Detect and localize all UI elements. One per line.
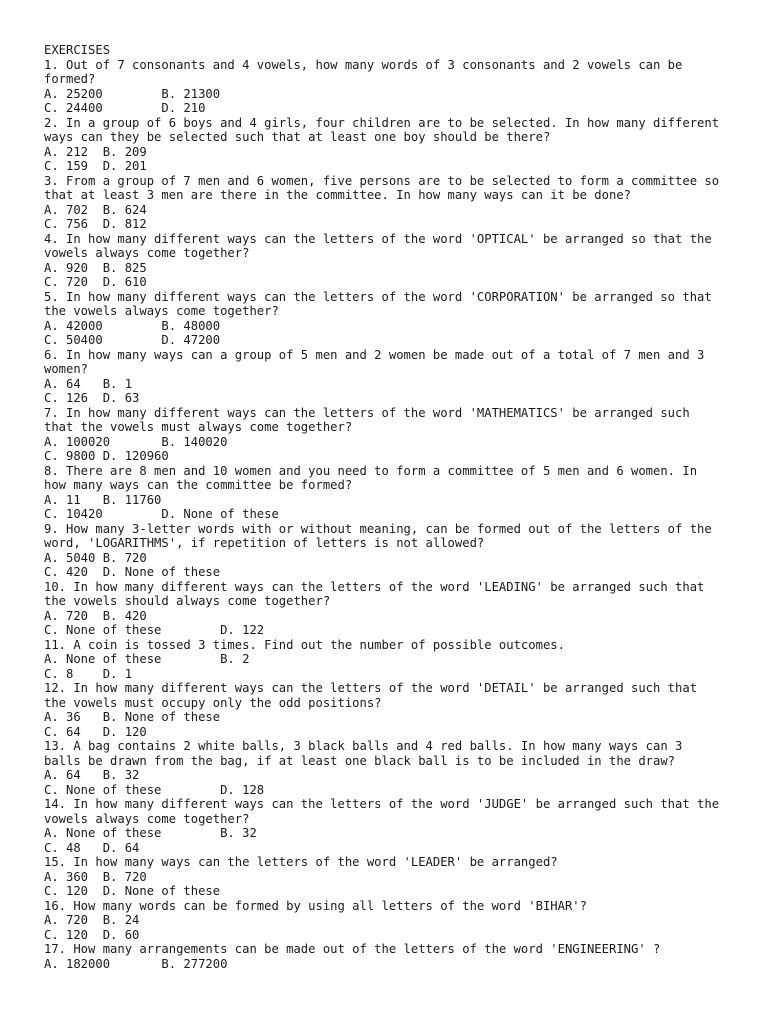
q1-options-cd: C. 24400 D. 210 [44,101,206,115]
q10-options-cd: C. None of these D. 122 [44,623,265,637]
q16-options-cd: C. 120 D. 60 [44,927,140,942]
q6-options-ab: A. 64 B. 1 [44,376,133,391]
q16-text: 16. How many words can be formed by using all letters of the word 'BIHAR'? [44,898,587,913]
q13-text-cont: balls be drawn from the bag, if at least one black ball is to be included in the draw? [44,753,676,768]
q4-text: 4. In how many different ways can the letters of the word 'OPTICAL' be arranged so that the [44,231,712,246]
q9-text: 9. How many 3-letter words with or without meaning, can be formed out of the letters of the [44,521,712,536]
q2-options-ab: A. 212 B. 209 [44,144,147,159]
q6-text-cont: women? [44,362,89,376]
q17-options-ab: A. 182000 B. 277200 [44,956,228,971]
q11-text: 11. A coin is tossed 3 times. Find out the number of possible outcomes. [44,637,565,652]
q10-text-cont: the vowels should always come together? [44,594,331,608]
q4-options-cd: C. 720 D. 610 [44,275,147,289]
q2-text-cont: ways can they be selected such that at least one boy should be there? [44,130,551,144]
q4-options-ab: A. 920 B. 825 [44,260,147,275]
q9-text-cont: word, 'LOGARITHMS', if repetition of letters is not allowed? [44,536,485,550]
q12-text-cont: the vowels must occupy only the odd positions? [44,695,382,710]
q14-text-cont: vowels always come together? [44,811,250,826]
q6-text: 6. In how many ways can a group of 5 men and 2 women be made out of a total of 7 men and 3 [44,347,705,362]
q14-options-ab: A. None of these B. 32 [44,826,257,840]
q3-text: 3. From a group of 7 men and 6 women, five persons are to be selected to form a committee so [44,173,720,188]
q11-options-ab: A. None of these B. 2 [44,652,250,666]
heading-exercises: EXERCISES [44,43,111,57]
q7-text-cont: that the vowels must always come together? [44,420,353,434]
q2-text: 2. In a group of 6 boys and 4 girls, four children are to be selected. In how many different [44,115,720,130]
q3-text-cont: that at least 3 men are there in the committee. In how many ways can it be done? [44,188,631,202]
q10-options-ab: A. 720 B. 420 [44,608,147,623]
q13-text: 13. A bag contains 2 white balls, 3 black balls and 4 red balls. In how many ways can 3 [44,739,683,753]
q13-options-ab: A. 64 B. 32 [44,768,140,782]
q7-text: 7. In how many different ways can the letters of the word 'MATHEMATICS' be arranged such [44,405,690,420]
q5-text-cont: the vowels always come together? [44,304,279,318]
q1-options-ab: A. 25200 B. 21300 [44,86,221,101]
q15-text: 15. In how many ways can the letters of the word 'LEADER' be arranged? [44,855,558,869]
q1-text: 1. Out of 7 consonants and 4 vowels, how many words of 3 consonants and 2 vowels can be [44,57,683,72]
q2-options-cd: C. 159 D. 201 [44,159,147,173]
q17-text: 17. How many arrangements can be made out of the letters of the word 'ENGINEERING' ? [44,942,661,956]
q7-options-ab: A. 100020 B. 140020 [44,434,228,449]
q9-options-cd: C. 420 D. None of these [44,565,221,579]
q1-text-cont: formed? [44,72,96,86]
q7-options-cd: C. 9800 D. 120960 [44,449,169,463]
exercise-document [44,43,744,971]
q12-text: 12. In how many different ways can the letters of the word 'DETAIL' be arranged such that [44,681,698,695]
q13-options-cd: C. None of these D. 128 [44,782,265,797]
q12-options-ab: A. 36 B. None of these [44,710,221,724]
q8-text-cont: how many ways can the committee be formed? [44,478,353,492]
q14-text: 14. In how many different ways can the letters of the word 'JUDGE' be arranged such that the [44,797,720,811]
q9-options-ab: A. 5040 B. 720 [44,550,147,565]
q15-options-ab: A. 360 B. 720 [44,869,147,884]
q5-text: 5. In how many different ways can the letters of the word 'CORPORATION' be arranged so that [44,289,712,304]
q8-text: 8. There are 8 men and 10 women and you need to form a committee of 5 men and 6 women. In [44,463,698,478]
q16-options-ab: A. 720 B. 24 [44,913,140,927]
q10-text: 10. In how many different ways can the letters of the word 'LEADING' be arranged such that [44,579,705,594]
q15-options-cd: C. 120 D. None of these [44,884,221,898]
q11-options-cd: C. 8 D. 1 [44,666,133,681]
q6-options-cd: C. 126 D. 63 [44,391,140,405]
q8-options-ab: A. 11 B. 11760 [44,492,162,507]
q3-options-cd: C. 756 D. 812 [44,217,147,231]
q8-options-cd: C. 10420 D. None of these [44,507,279,521]
q4-text-cont: vowels always come together? [44,246,250,260]
q12-options-cd: C. 64 D. 120 [44,724,147,739]
q5-options-cd: C. 50400 D. 47200 [44,333,221,347]
q3-options-ab: A. 702 B. 624 [44,202,147,217]
q14-options-cd: C. 48 D. 64 [44,840,140,855]
q5-options-ab: A. 42000 B. 48000 [44,318,221,333]
